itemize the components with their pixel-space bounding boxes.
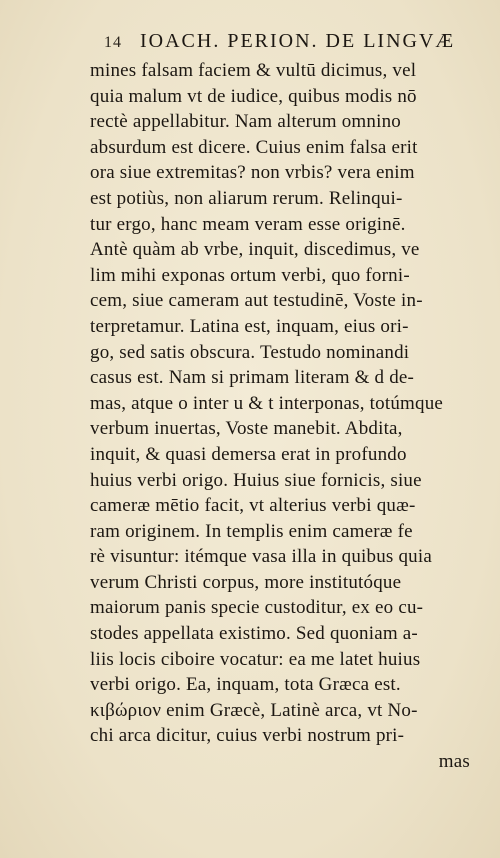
text-line: terpretamur. Latina est, inquam, eius ori-: [90, 315, 409, 337]
text-line: go, sed satis obscura. Testudo nominandi: [90, 341, 410, 363]
text-line: quia malum vt de iudice, quibus modis nō: [90, 85, 417, 107]
text-line: chi arca dicitur, cuius verbi nostrum pri-: [90, 725, 405, 747]
text-line: mines falsam faciem & vultū dicimus, vel: [90, 60, 417, 81]
text-line: ram originem. In templis enim cameræ fe: [90, 520, 413, 542]
text-line: tur ergo, hanc meam veram esse originē.: [90, 213, 406, 235]
text-line: rectè appellabitur. Nam alterum omnino: [90, 111, 401, 133]
text-line: verbum inuertas, Voste manebit. Abdita,: [90, 418, 403, 440]
text-line: stodes appellata existimo. Sed quoniam a-: [90, 623, 418, 645]
page-header: [104, 30, 455, 53]
running-head: IOACH. PERION. DE LINGVÆ: [140, 30, 456, 52]
text-line: est potiùs, non aliarum rerum. Relinqui-: [90, 187, 403, 209]
text-line: lim mihi exponas ortum verbi, quo forni-: [90, 264, 410, 286]
text-line: mas, atque o inter u & t interponas, totúmque: [90, 392, 444, 414]
catchword: mas: [438, 751, 470, 773]
text-line: verbi origo. Ea, inquam, tota Græca est.: [90, 674, 401, 696]
text-line: ora siue extremitas? non vrbis? vera enim: [90, 162, 415, 184]
text-line: cem, siue cameram aut testudinē, Voste in-: [90, 290, 423, 312]
text-line: Antè quàm ab vrbe, inquit, discedimus, ve: [90, 239, 420, 261]
body-text: [90, 58, 470, 775]
text-line: liis locis ciboire vocatur: ea me latet huius: [90, 648, 421, 670]
text-line: κιβώριον enim Græcè, Latinè arca, vt No-: [90, 699, 418, 721]
text-line: verum Christi corpus, more institutóque: [90, 571, 402, 593]
text-line: inquit, & quasi demersa erat in profundo: [90, 443, 407, 465]
text-line: maiorum panis specie custoditur, ex eo cu-: [90, 597, 424, 619]
text-line: absurdum est dicere. Cuius enim falsa erit: [90, 136, 418, 158]
text-line: cameræ mētio facit, vt alterius verbi quæ-: [90, 495, 416, 517]
page-number: 14: [104, 34, 122, 51]
text-line: casus est. Nam si primam literam & d de-: [90, 367, 415, 389]
text-line: huius verbi origo. Huius siue fornicis, siue: [90, 469, 422, 491]
text-line: rè visuntur: itémque vasa illa in quibus quia: [90, 546, 432, 568]
